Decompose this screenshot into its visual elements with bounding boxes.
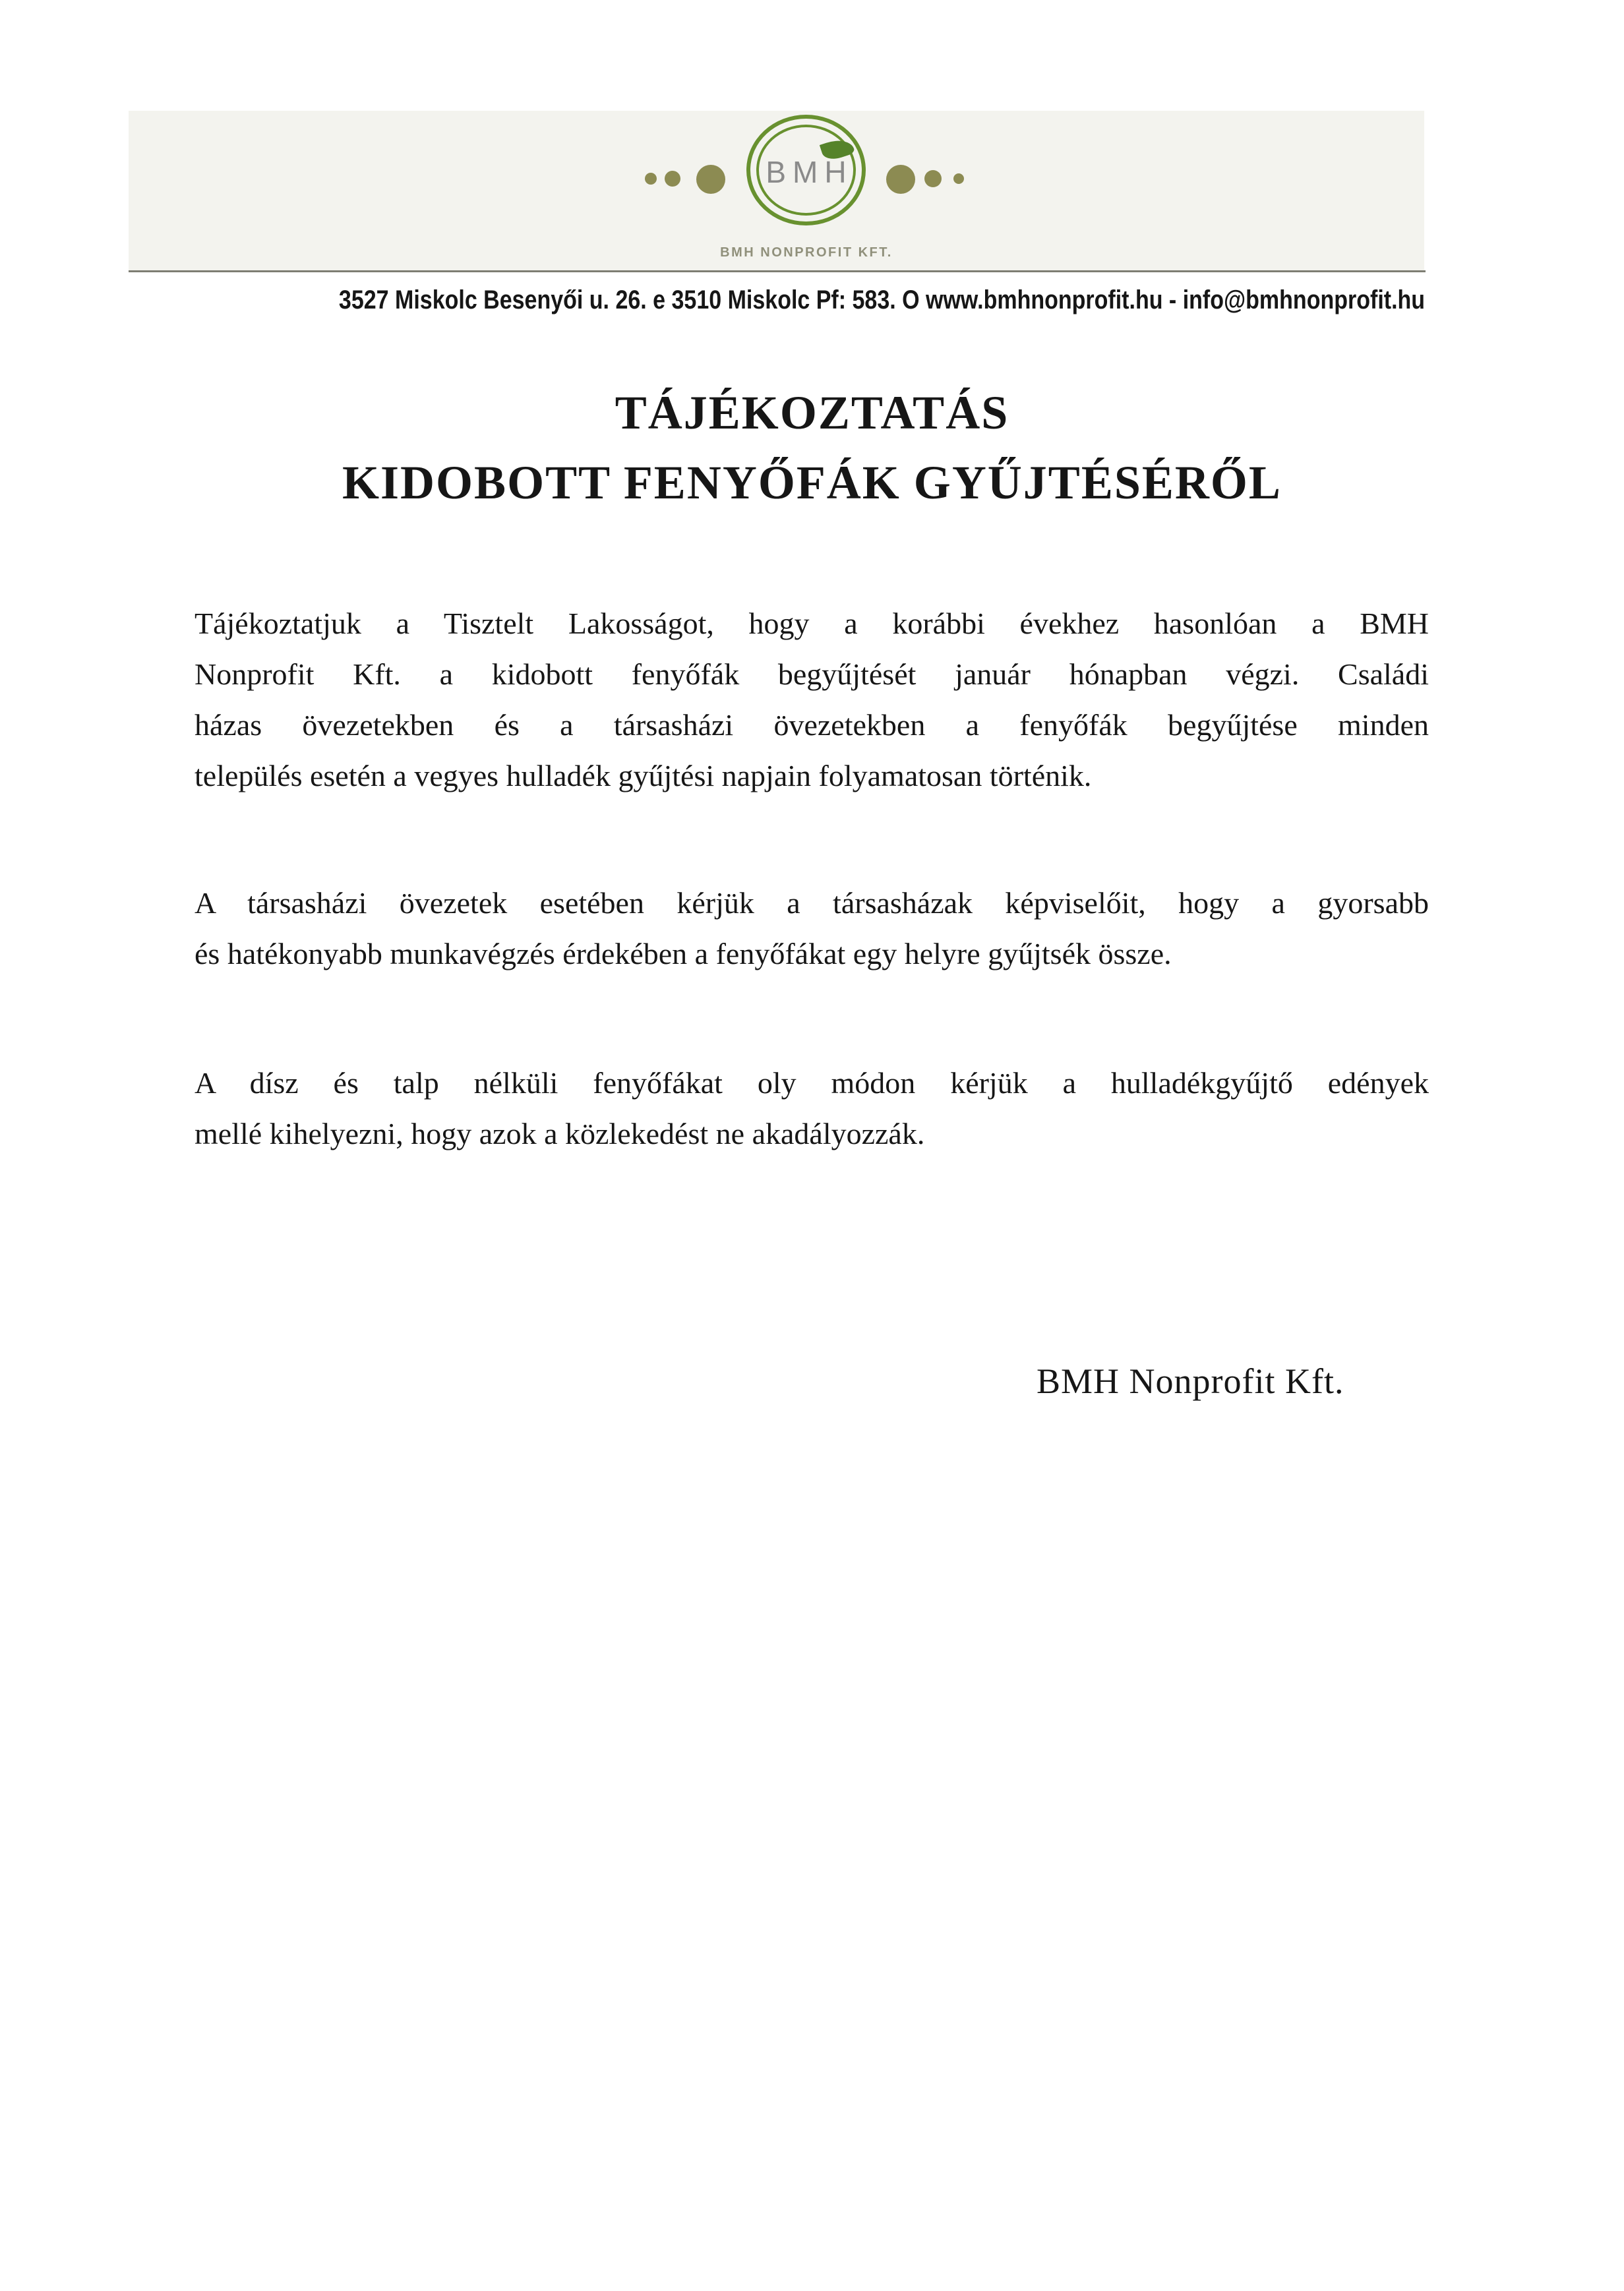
logo-dot-icon	[645, 173, 657, 185]
paragraph-line: házas övezetekben és a társasházi övezetekben a fenyőfák begyűjtése minden	[195, 708, 1429, 742]
paragraph	[195, 598, 1429, 801]
logo-dot-icon	[924, 170, 942, 187]
logo-company-name: BMH NONPROFIT KFT.	[720, 245, 893, 260]
paragraph-line: mellé kihelyezni, hogy azok a közlekedést ne akadályozzák.	[195, 1117, 925, 1150]
paragraph-line: település esetén a vegyes hulladék gyűjtési napjain folyamatosan történik.	[195, 759, 1092, 792]
letterhead-divider	[129, 270, 1426, 272]
logo-dot-icon	[665, 171, 680, 187]
address-line: 3527 Miskolc Besenyői u. 26. e 3510 Miskolc Pf: 583. O www.bmhnonprofit.hu - info@bmhnonprofit.hu	[338, 285, 1426, 314]
paragraph-line: Tájékoztatjuk a Tisztelt Lakosságot, hogy a korábbi évekhez hasonlóan a BMH	[195, 607, 1429, 640]
paragraph	[195, 1057, 1429, 1159]
paragraph-line: Nonprofit Kft. a kidobott fenyőfák begyűjtését január hónapban végzi. Családi	[195, 657, 1429, 691]
signature: BMH Nonprofit Kft.	[1037, 1361, 1344, 1401]
paragraph-line: A dísz és talp nélküli fenyőfákat oly módon kérjük a hulladékgyűjtő edények	[195, 1066, 1429, 1100]
logo-dot-icon	[953, 173, 964, 184]
document-title-line2: KIDOBOTT FENYŐFÁK GYŰJTÉSÉRŐL	[342, 456, 1282, 509]
paragraph-line: és hatékonyabb munkavégzés érdekében a fenyőfákat egy helyre gyűjtsék össze.	[195, 937, 1172, 970]
paragraph-line: A társasházi övezetek esetében kérjük a társasházak képviselőit, hogy a gyorsabb	[195, 886, 1429, 920]
paragraph	[195, 878, 1429, 979]
logo-dot-icon	[886, 165, 915, 194]
logo-dot-icon	[696, 165, 725, 194]
document-title-line1: TÁJÉKOZTATÁS	[615, 386, 1009, 439]
logo-monogram: BMH	[766, 155, 853, 189]
